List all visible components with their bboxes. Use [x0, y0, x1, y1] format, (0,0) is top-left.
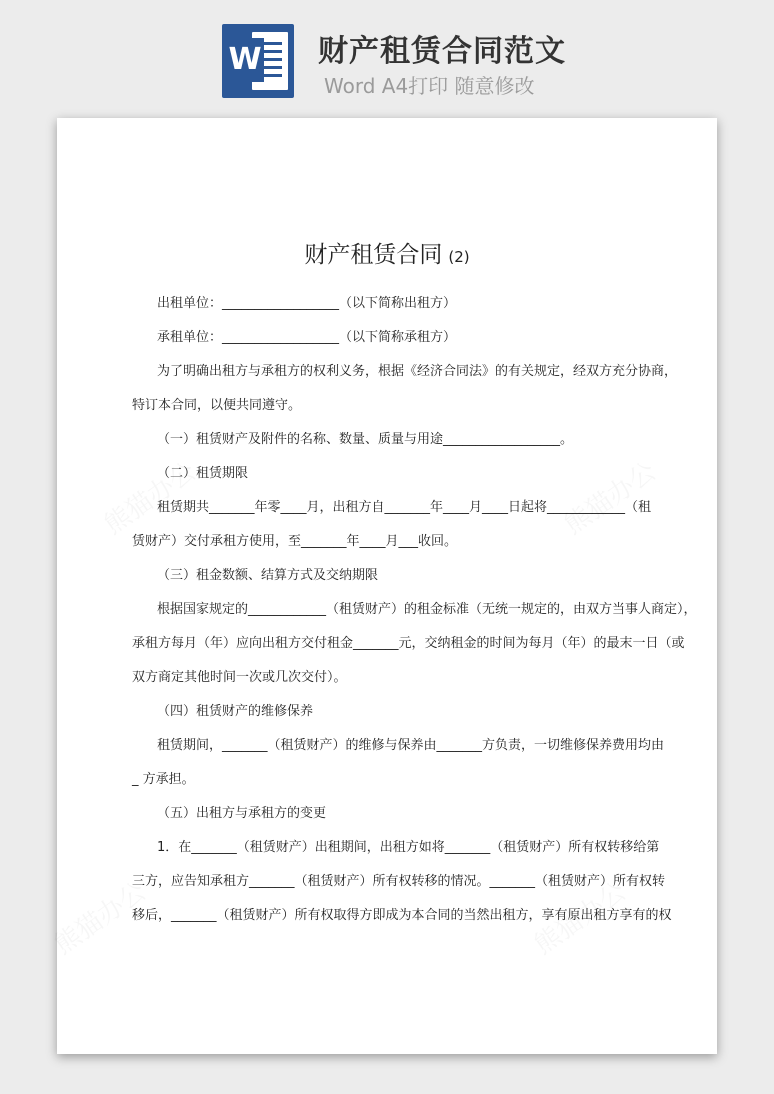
rent-line-1: 根据国家规定的____________（租赁财产）的租金标准（无统一规定的，由双方当事人商定），: [157, 602, 697, 617]
lessee-line: 承租单位：__________________（以下简称承租方）: [157, 330, 457, 345]
section-2-heading: （二）租赁期限: [157, 466, 249, 481]
preamble-line-1: 为了明确出租方与承租方的权利义务，根据《经济合同法》的有关规定，经双方充分协商，: [157, 364, 678, 379]
term-line-1: 租赁期共_______年零____月，出租方自_______年____月____日起将____________（租: [157, 500, 652, 515]
change-line-1: 1．在_______（租赁财产）出租期间，出租方如将_______（租赁财产）所有权转移给第: [157, 840, 660, 855]
section-1-heading: （一）租赁财产及附件的名称、数量、质量与用途__________________。: [157, 432, 574, 447]
lessor-line: 出租单位：__________________（以下简称出租方）: [157, 296, 457, 311]
document-title-text: 财产租赁合同: [304, 242, 443, 268]
preamble-line-2: 特订本合同，以便共同遵守。: [132, 398, 302, 413]
word-document-icon: [222, 24, 294, 98]
header-title: 财产租赁合同范文: [318, 34, 566, 69]
section-3-heading: （三）租金数额、结算方式及交纳期限: [157, 568, 379, 583]
term-line-2: 赁财产）交付承租方使用，至_______年____月___收回。: [132, 534, 458, 549]
page-header: [0, 0, 774, 110]
word-letter: W: [226, 38, 264, 82]
rent-line-3: 双方商定其他时间一次或几次交付）。: [132, 670, 347, 685]
section-4-heading: （四）租赁财产的维修保养: [157, 704, 314, 719]
document-title-number: (2): [448, 248, 470, 266]
document-page: [57, 118, 717, 1054]
change-line-3: 移后，_______（租赁财产）所有权取得方即成为本合同的当然出租方，享有原出租方享有的权: [132, 908, 672, 923]
maintenance-line-2: _ 方承担。: [132, 772, 195, 787]
rent-line-2: 承租方每月（年）应向出租方交付租金_______元，交纳租金的时间为每月（年）的最末一日（或: [132, 636, 685, 651]
document-title: [57, 236, 717, 269]
watermark: [556, 452, 662, 542]
section-5-heading: （五）出租方与承租方的变更: [157, 806, 327, 821]
header-subtitle: Word A4打印 随意修改: [324, 74, 535, 98]
maintenance-line-1: 租赁期间，_______（租赁财产）的维修与保养由_______方负责，一切维修保养费用均由: [157, 738, 665, 753]
change-line-2: 三方，应告知承租方_______（租赁财产）所有权转移的情况。_______（租赁财产）所有权转: [132, 874, 666, 889]
